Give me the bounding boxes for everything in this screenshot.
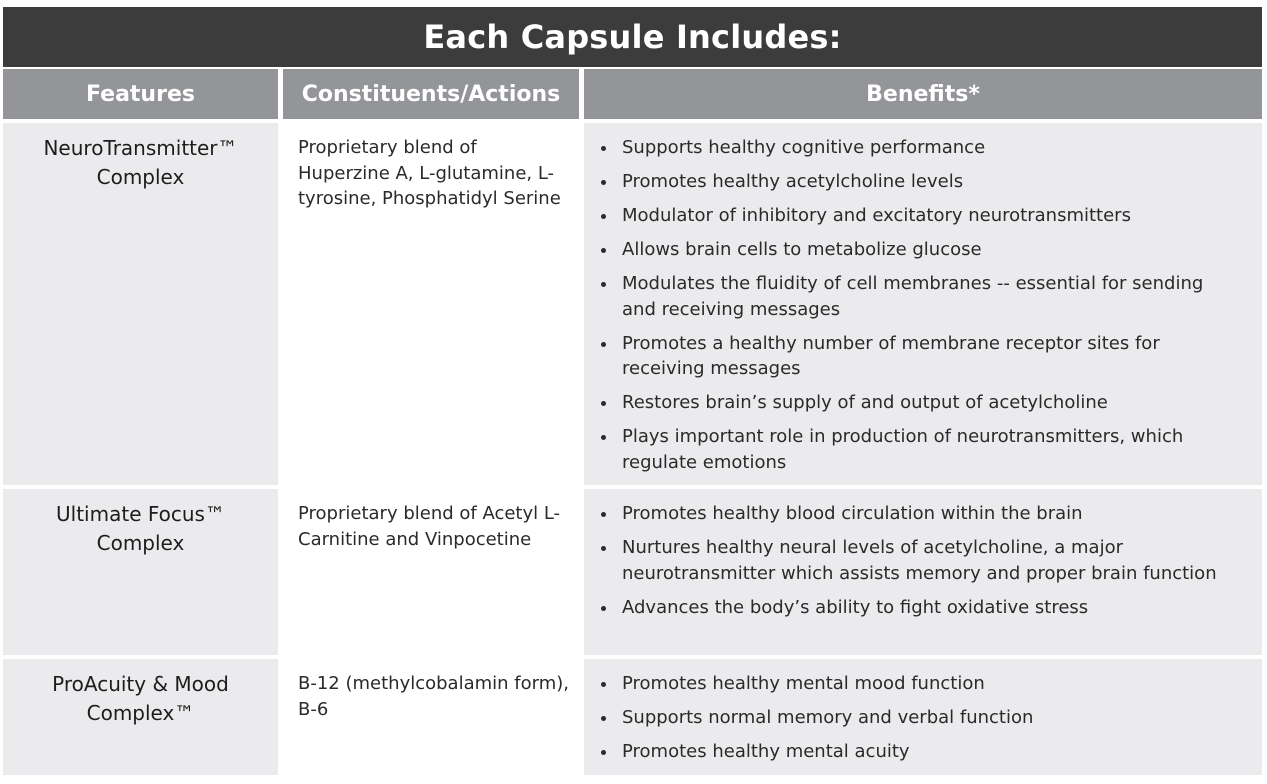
- benefits-list: [584, 123, 1262, 475]
- feature-name: ProAcuity & Mood: [52, 672, 229, 696]
- feature-name-line2: Complex™: [86, 701, 195, 725]
- feature-cell: [3, 659, 278, 775]
- benefit-item: Modulates the fluidity of cell membranes -- essential for sending and receiving messages: [600, 271, 1242, 322]
- feature-name: NeuroTransmitter™: [43, 136, 238, 160]
- benefit-item: Promotes a healthy number of membrane receptor sites for receiving messages: [600, 331, 1242, 382]
- benefit-item: Promotes healthy mental acuity: [600, 739, 1242, 765]
- table-row: [3, 123, 1262, 485]
- benefits-list: [584, 489, 1262, 620]
- benefits-list: [584, 659, 1262, 765]
- benefit-item: Advances the body’s ability to fight oxidative stress: [600, 595, 1242, 621]
- header-constituents: Constituents/Actions: [283, 69, 579, 119]
- constituents-cell: B-12 (methylcobalamin form), B-6: [283, 659, 579, 775]
- benefit-item: Promotes healthy mental mood function: [600, 671, 1242, 697]
- feature-cell: [3, 123, 278, 485]
- benefit-item: Supports healthy cognitive performance: [600, 135, 1242, 161]
- benefit-item: Nurtures healthy neural levels of acetylcholine, a major neurotransmitter which assists memory and proper brain function: [600, 535, 1242, 586]
- benefits-cell: [584, 123, 1262, 485]
- table-title: Each Capsule Includes:: [3, 7, 1262, 67]
- table-row: [3, 489, 1262, 655]
- benefit-item: Restores brain’s supply of and output of acetylcholine: [600, 390, 1242, 416]
- header-row: [3, 69, 1262, 119]
- benefit-item: Plays important role in production of neurotransmitters, which regulate emotions: [600, 424, 1242, 475]
- benefit-item: Modulator of inhibitory and excitatory neurotransmitters: [600, 203, 1242, 229]
- benefits-cell: [584, 659, 1262, 775]
- feature-name-line2: Complex: [96, 165, 185, 189]
- feature-cell: [3, 489, 278, 655]
- benefit-item: Supports normal memory and verbal function: [600, 705, 1242, 731]
- constituents-cell: Proprietary blend of Acetyl L-Carnitine and Vinpocetine: [283, 489, 579, 655]
- feature-name-line2: Complex: [96, 531, 185, 555]
- capsule-table: [3, 7, 1262, 775]
- constituents-cell: Proprietary blend of Huperzine A, L-glutamine, L-tyrosine, Phosphatidyl Serine: [283, 123, 579, 485]
- table-row: [3, 659, 1262, 775]
- header-features: Features: [3, 69, 278, 119]
- benefit-item: Allows brain cells to metabolize glucose: [600, 237, 1242, 263]
- header-benefits: Benefits*: [584, 69, 1262, 119]
- benefit-item: Promotes healthy acetylcholine levels: [600, 169, 1242, 195]
- benefit-item: Promotes healthy blood circulation within the brain: [600, 501, 1242, 527]
- feature-name: Ultimate Focus™: [56, 502, 225, 526]
- benefits-cell: [584, 489, 1262, 655]
